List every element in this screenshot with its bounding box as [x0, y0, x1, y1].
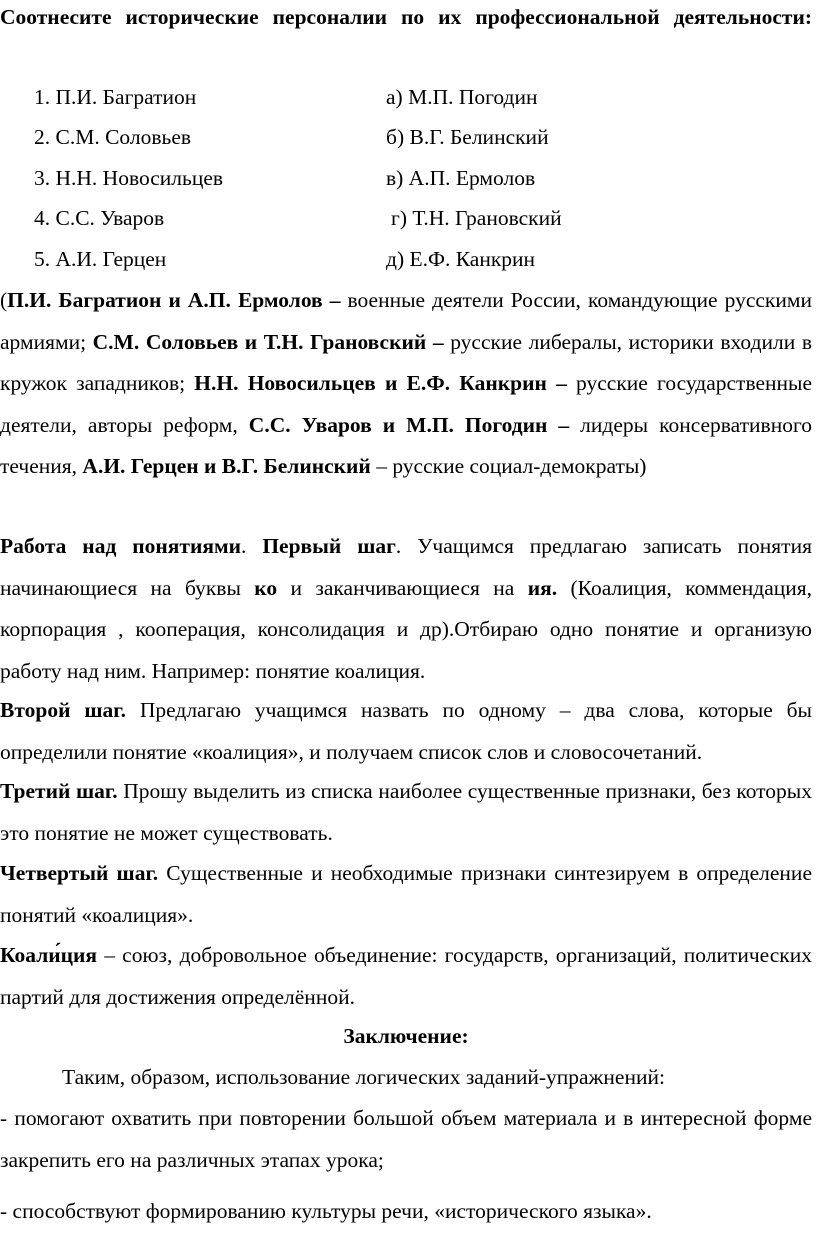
matching-row-2	[34, 117, 594, 159]
conclusion-item-2: - способствуют формированию культуры речи, «исторического языка».	[0, 1199, 652, 1223]
task-title: Соотнесите исторические персоналии по их профессиональной деятельности:	[0, 5, 812, 29]
second-step-label: Второй шаг.	[0, 698, 126, 722]
concept-work-label: Работа над понятиями	[0, 534, 242, 558]
third-step-paragraph	[0, 771, 812, 854]
answer-desc-3: русские государственные деятели, авторы реформ,	[0, 371, 813, 437]
matching-row-5	[34, 239, 594, 281]
first-step-text-2: и заканчивающиеся на	[277, 575, 528, 600]
definition-paragraph	[0, 935, 812, 1018]
definition-text: – союз, добровольное объединение: государств, организаций, политических партий для достижения определённой.	[0, 943, 812, 1009]
answer-pair-5: А.И. Герцен и В.Г. Белинский	[82, 454, 371, 478]
matching-left-1: 1. П.И. Багратион	[34, 85, 197, 109]
conclusion-item-1: - помогают охватить при повторении большой объем материала и в интересной форме закрепить его на различных этапах урока;	[0, 1106, 812, 1172]
matching-left-2: 2. С.М. Соловьев	[34, 125, 192, 149]
first-step-text: . Учащимся предлагаю записать понятия начинающиеся на буквы	[0, 534, 812, 600]
matching-row-4	[34, 198, 594, 240]
matching-right-1: а) М.П. Погодин	[386, 85, 538, 109]
matching-left-5: 5. А.И. Герцен	[34, 247, 167, 271]
matching-row-3	[34, 158, 594, 200]
concept-work-paragraph	[0, 526, 812, 692]
second-step-paragraph	[0, 690, 812, 773]
matching-right-4: г) Т.Н. Грановский	[391, 206, 562, 230]
conclusion-heading-text: Заключение:	[343, 1024, 469, 1048]
matching-left-3: 3. Н.Н. Новосильцев	[34, 166, 224, 190]
answer-pair-4: С.С. Уваров и М.П. Погодин –	[248, 412, 570, 437]
matching-right-2: б) В.Г. Белинский	[386, 125, 549, 149]
conclusion-intro: Таким, образом, использование логических заданий-упражнений:	[62, 1065, 665, 1089]
suffix-iya: ия.	[527, 575, 558, 600]
first-step-label: Первый шаг	[262, 534, 396, 558]
answer-desc-2: русские либералы, историки входили в кружок западников;	[0, 329, 812, 395]
answer-pair-2: С.М. Соловьев и Т.Н. Грановский –	[92, 329, 444, 354]
third-step-text: Прошу выделить из списка наиболее существенные признаки, без которых это понятие не может существовать.	[0, 779, 812, 845]
answer-paragraph	[0, 280, 812, 488]
concept-work-sep: .	[241, 534, 263, 558]
matching-right-5: д) Е.Ф. Канкрин	[386, 247, 536, 271]
conclusion-heading	[0, 1016, 812, 1058]
matching-left-4: 4. С.С. Уваров	[34, 206, 165, 230]
matching-right-3: в) А.П. Ермолов	[386, 166, 536, 190]
fourth-step-text: Существенные и необходимые признаки синтезируем в определение понятий «коалиция».	[0, 861, 812, 927]
answer-open-paren: (	[0, 288, 8, 312]
third-step-label: Третий шаг.	[0, 779, 118, 803]
fourth-step-paragraph	[0, 853, 812, 936]
answer-desc-1: военные деятели России, командующие русскими армиями;	[0, 288, 812, 354]
prefix-ko: ко	[254, 575, 278, 600]
first-step-text-3: (Коалиция, коммендация, корпорация , кооперация, консолидация и др).Отбираю одно понятие и организую работу над ним. Например: понятие коалиция.	[0, 575, 813, 683]
definition-term: Коали́ция	[0, 943, 98, 967]
second-step-text: Предлагаю учащимся назвать по одному – два слова, которые бы определили понятие «коалиция», и получаем список слов и словосочетаний.	[0, 698, 813, 764]
answer-desc-5: – русские социал-демократы)	[370, 454, 647, 478]
task-title-line1	[0, 0, 812, 39]
answer-pair-3: Н.Н. Новосильцев и Е.Ф. Канкрин –	[194, 371, 567, 395]
matching-row-1	[34, 77, 594, 119]
answer-pair-1: П.И. Багратион и А.П. Ермолов –	[7, 288, 341, 312]
answer-desc-4: лидеры консервативного течения,	[0, 412, 812, 478]
fourth-step-label: Четвертый шаг.	[0, 861, 159, 885]
